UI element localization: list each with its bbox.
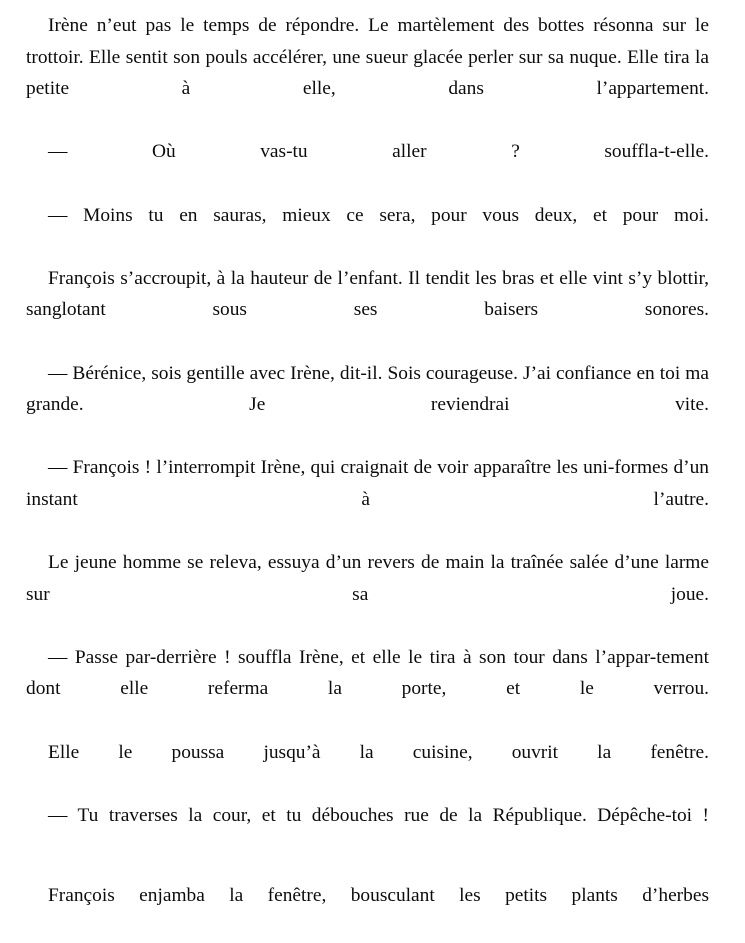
paragraph-8: — Passe par-derrière ! souffla Irène, et elle le tira à son tour dans l’appar-tement dont elle referma la porte, et le verrou. xyxy=(26,646,709,700)
paragraph-3: — Moins tu en sauras, mieux ce sera, pour vous deux, et pour moi. xyxy=(48,204,709,226)
paragraph-9: Elle le poussa jusqu’à la cuisine, ouvrit la fenêtre. xyxy=(48,741,709,763)
paragraph-10: — Tu traverses la cour, et tu débouches rue de la République. Dépêche-toi ! xyxy=(48,804,709,826)
paragraph-6: — François ! l’interrompit Irène, qui craignait de voir apparaître les uni-formes d’un instant à l’autre. xyxy=(26,457,709,510)
paragraph-4: François s’accroupit, à la hauteur de l’enfant. Il tendit les bras et elle vint s’y blottir, sanglotant sous ses baisers sonores. xyxy=(26,267,709,321)
paragraph-11: François enjamba la fenêtre, bousculant les petits plants d’herbes xyxy=(48,885,709,907)
paragraph-2: — Où vas-tu aller ? souffla-t-elle. xyxy=(48,141,709,163)
paragraph-5: — Bérénice, sois gentille avec Irène, dit-il. Sois courageuse. J’ai confiance en toi ma grande. Je reviendrai vite. xyxy=(26,362,709,416)
paragraph-7: Le jeune homme se releva, essuya d’un revers de main la traînée salée d’une larme sur sa joue. xyxy=(26,552,709,605)
paragraph-1: Irène n’eut pas le temps de répondre. Le martèlement des bottes résonna sur le trottoir. Elle sentit son pouls accélérer, une sueur glacée perler sur sa nuque. Elle tira la petite à elle, dans l’appartement. xyxy=(26,15,709,100)
